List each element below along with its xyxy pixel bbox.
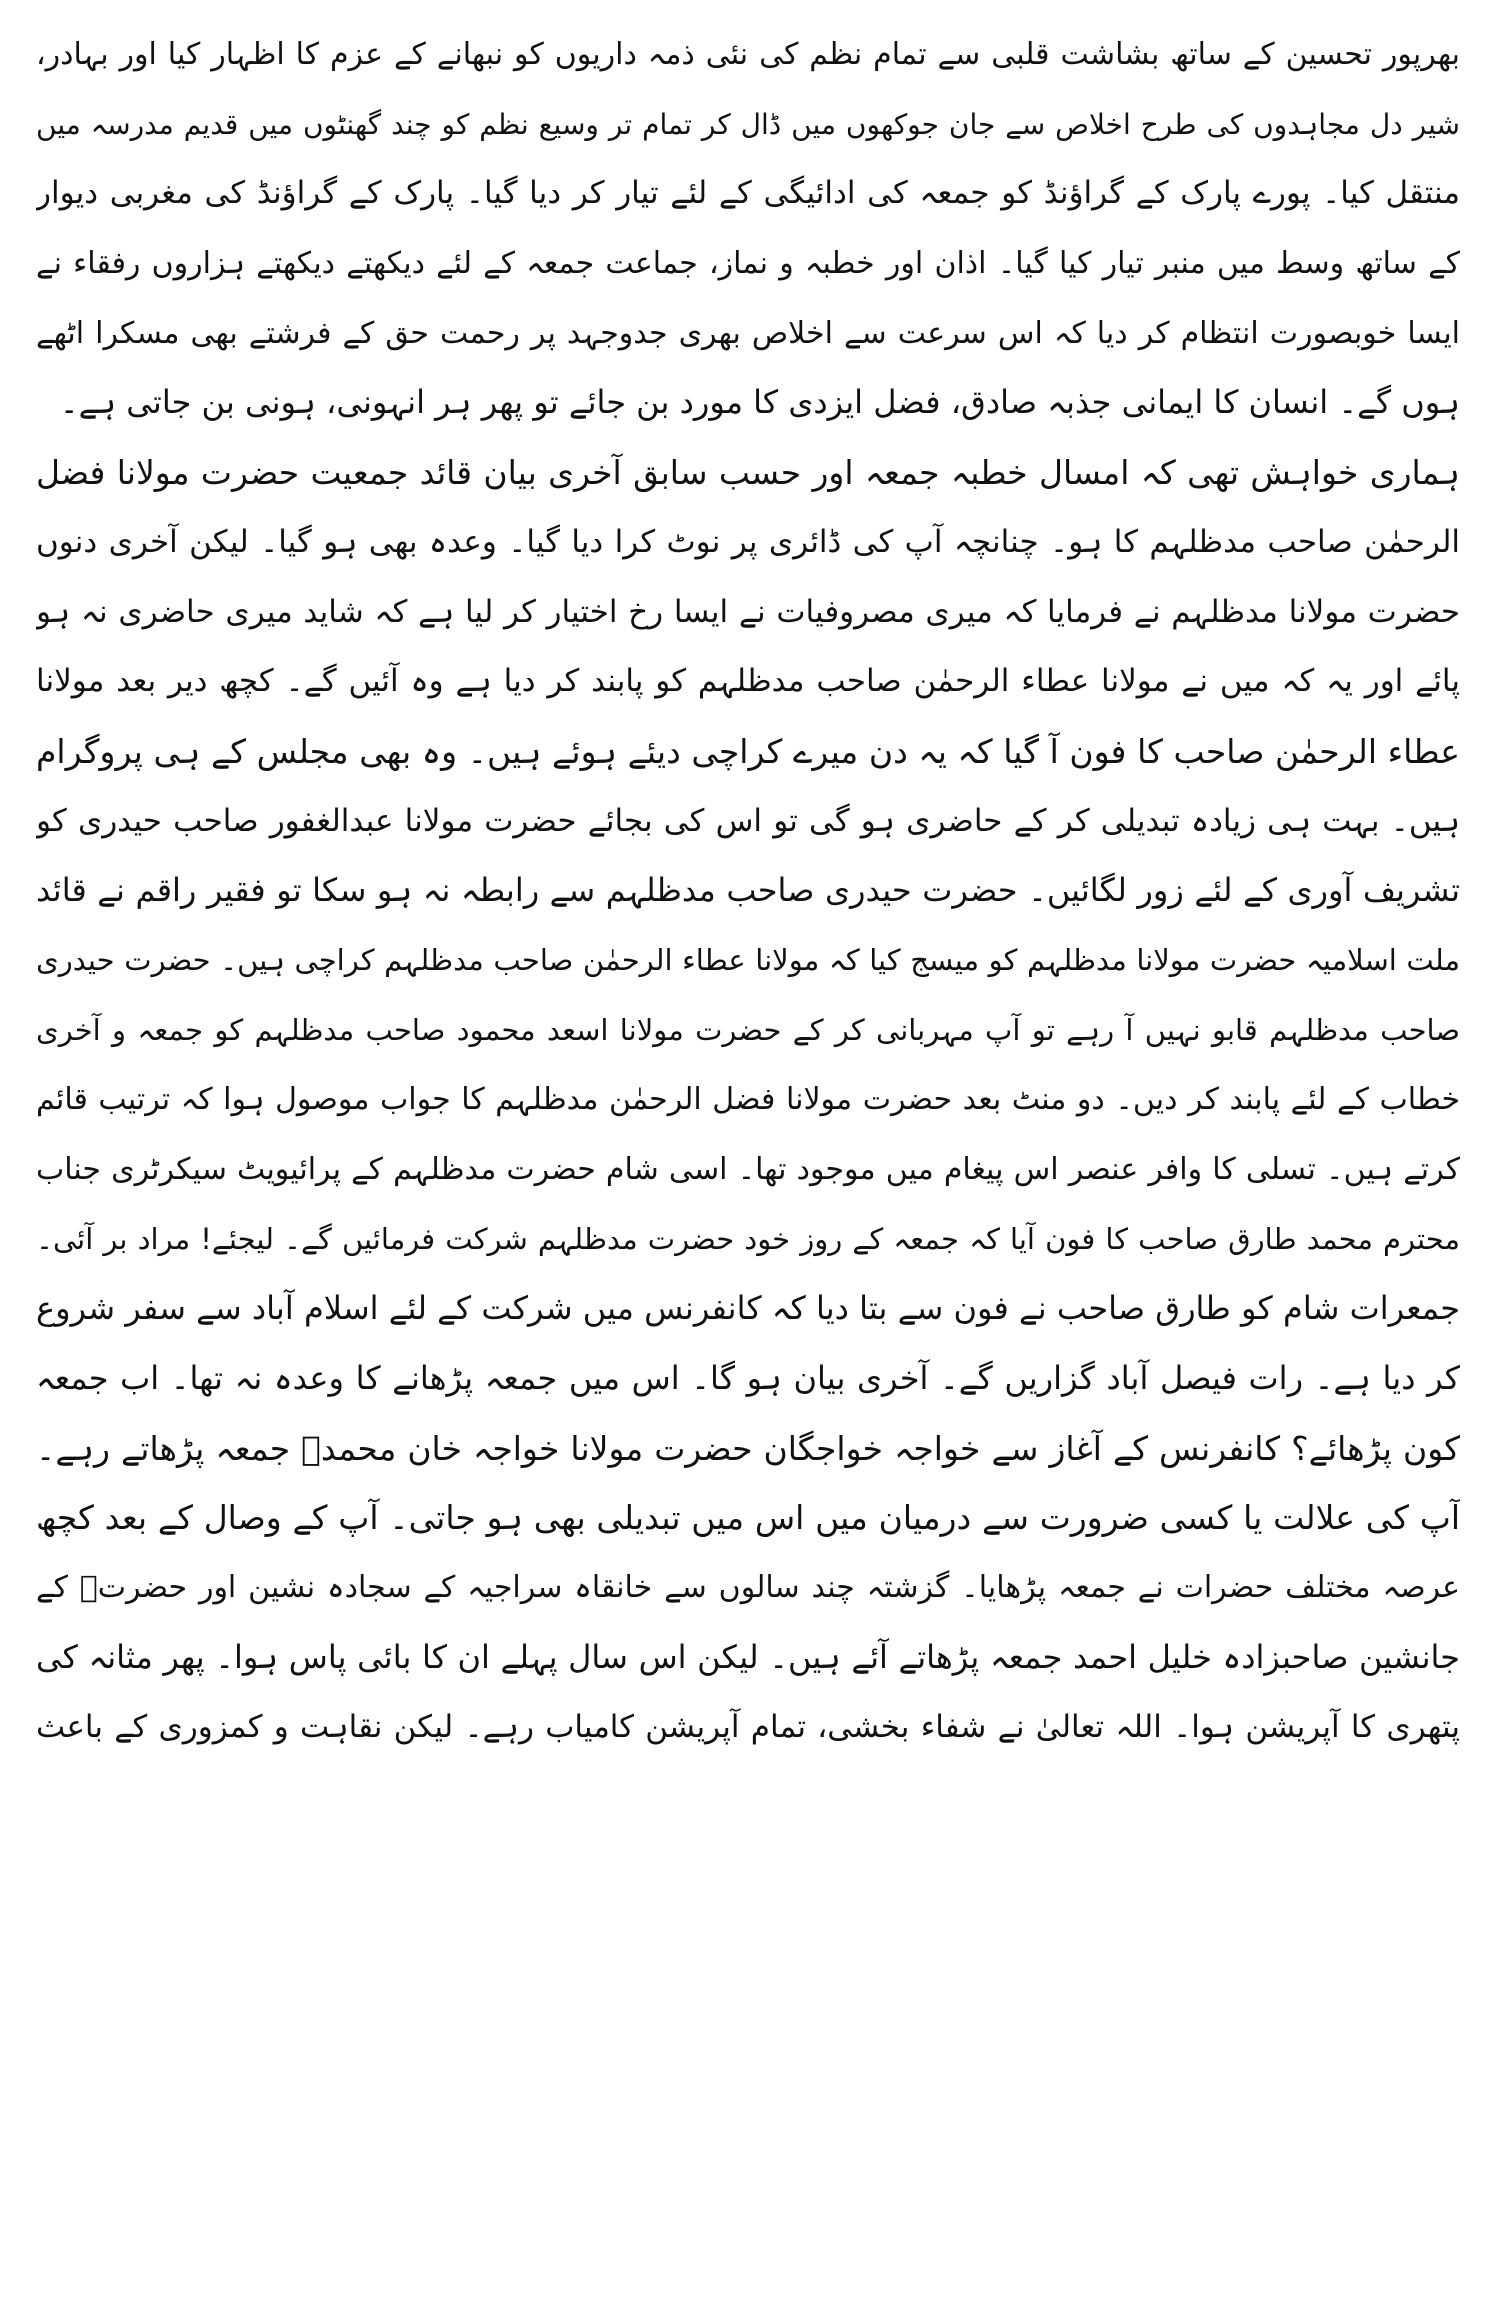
- document-page: [36, 20, 1460, 2290]
- text-line: منتقل کیا۔ پورے پارک کے گراؤنڈ کو جمعہ کی ادائیگی کے لئے تیار کر دیا گیا۔ پارک کے گراؤنڈ کی مغربی دیوار: [36, 175, 1460, 212]
- text-line: کر دیا ہے۔ رات فیصل آباد گزاریں گے۔ آخری بیان ہو گا۔ اس میں جمعہ پڑھانے کا وعدہ نہ تھا۔ اب جمعہ: [36, 1359, 1460, 1398]
- text-line: عرصہ مختلف حضرات نے جمعہ پڑھایا۔ گزشتہ چند سالوں سے خانقاہ سراجیہ کے سجادہ نشین اور حضرتؒ کے: [36, 1570, 1460, 1606]
- text-line: ہوں گے۔ انسان کا ایمانی جذبہ صادق، فضل ایزدی کا مورد بن جائے تو پھر ہر انہونی، ہونی بن جاتی ہے۔: [59, 383, 1460, 422]
- text-line: حضرت مولانا مدظلہم نے فرمایا کہ میری مصروفیات نے ایسا رخ اختیار کر لیا ہے کہ شاید میری حاضری نہ ہو: [36, 593, 1460, 630]
- text-line: الرحمٰن صاحب مدظلہم کا ہو۔ چنانچہ آپ کی ڈائری پر نوٹ کرا دیا گیا۔ وعدہ بھی ہو گیا۔ لیکن آخری دنوں: [36, 523, 1460, 560]
- text-line: بھرپور تحسین کے ساتھ بشاشت قلبی سے تمام نظم کی نئی ذمہ داریوں کو نبھانے کے عزم کا اظہار کیا اور بہادر،: [36, 37, 1460, 72]
- text-line: ہماری خواہش تھی کہ امسال خطبہ جمعہ اور حسب سابق آخری بیان قائد جمعیت حضرت مولانا فضل: [36, 453, 1460, 493]
- text-line: جمعرات شام کو طارق صاحب نے فون سے بتا دیا کہ کانفرنس میں شرکت کے لئے اسلام آباد سے سفر شروع: [36, 1289, 1460, 1328]
- text-line: کون پڑھائے؟ کانفرنس کے آغاز سے خواجہ خواجگان حضرت مولانا خواجہ خان محمدؒ جمعہ پڑھاتے رہے۔: [36, 1428, 1460, 1468]
- text-line: جانشین صاحبزادہ خلیل احمد جمعہ پڑھاتے آئے ہیں۔ لیکن اس سال پہلے ان کا بائی پاس ہوا۔ پھر مثانہ کی: [36, 1637, 1460, 1676]
- text-line: کے ساتھ وسط میں منبر تیار کیا گیا۔ اذان اور خطبہ و نماز، جماعت جمعہ کے لئے دیکھتے دیکھتے ہزاروں رفقاء نے: [36, 246, 1460, 282]
- text-line: ملت اسلامیہ حضرت مولانا مدظلہم کو میسج کیا کہ مولانا عطاء الرحمٰن صاحب مدظلہم کراچی ہیں۔ حضرت حیدری: [36, 942, 1460, 977]
- text-line: کرتے ہیں۔ تسلی کا وافر عنصر اس پیغام میں موجود تھا۔ اسی شام حضرت مدظلہم کے پرائیویٹ سیکرٹری جناب: [36, 1152, 1460, 1187]
- text-line: پتھری کا آپریشن ہوا۔ اللہ تعالیٰ نے شفاء بخشی، تمام آپریشن کامیاب رہے۔ لیکن نقاہت و کمزوری کے باعث: [36, 1708, 1460, 1745]
- text-line: عطاء الرحمٰن صاحب کا فون آ گیا کہ یہ دن میرے کراچی دیئے ہوئے ہیں۔ وہ بھی مجلس کے ہی پروگرام: [36, 731, 1460, 771]
- text-line: تشریف آوری کے لئے زور لگائیں۔ حضرت حیدری صاحب مدظلہم سے رابطہ نہ ہو سکا تو فقیر راقم نے قائد: [36, 871, 1460, 910]
- text-line: پائے اور یہ کہ میں نے مولانا عطاء الرحمٰن صاحب مدظلہم کو پابند کر دیا ہے وہ آئیں گے۔ کچھ دیر بعد مولانا: [36, 663, 1460, 700]
- text-line: آپ کی علالت یا کسی ضرورت سے درمیان میں اس میں تبدیلی بھی ہو جاتی۔ آپ کے وصال کے بعد کچھ: [36, 1498, 1460, 1538]
- text-line: محترم محمد طارق صاحب کا فون آیا کہ جمعہ کے روز خود حضرت مدظلہم شرکت فرمائیں گے۔ لیجئے! مراد بر آئی۔: [36, 1221, 1460, 1256]
- text-line: خطاب کے لئے پابند کر دیں۔ دو منٹ بعد حضرت مولانا فضل الرحمٰن مدظلہم کا جواب موصول ہوا کہ ترتیب قائم: [36, 1082, 1460, 1118]
- text-line: ہیں۔ بہت ہی زیادہ تبدیلی کر کے حاضری ہو گی تو اس کی بجائے حضرت مولانا عبدالغفور صاحب حیدری کو: [36, 802, 1460, 839]
- text-line: صاحب مدظلہم قابو نہیں آ رہے تو آپ مہربانی کر کے حضرت مولانا اسعد محمود صاحب مدظلہم کو جمعہ و آخری: [36, 1012, 1460, 1047]
- text-line: ایسا خوبصورت انتظام کر دیا کہ اس سرعت سے اخلاص بھری جدوجہد پر رحمت حق کے فرشتے بھی مسکرا اٹھے: [36, 315, 1460, 351]
- text-line: شیر دل مجاہدوں کی طرح اخلاص سے جان جوکھوں میں ڈال کر تمام تر وسیع نظم کو چند گھنٹوں میں قدیم مدرسہ میں: [36, 107, 1460, 141]
